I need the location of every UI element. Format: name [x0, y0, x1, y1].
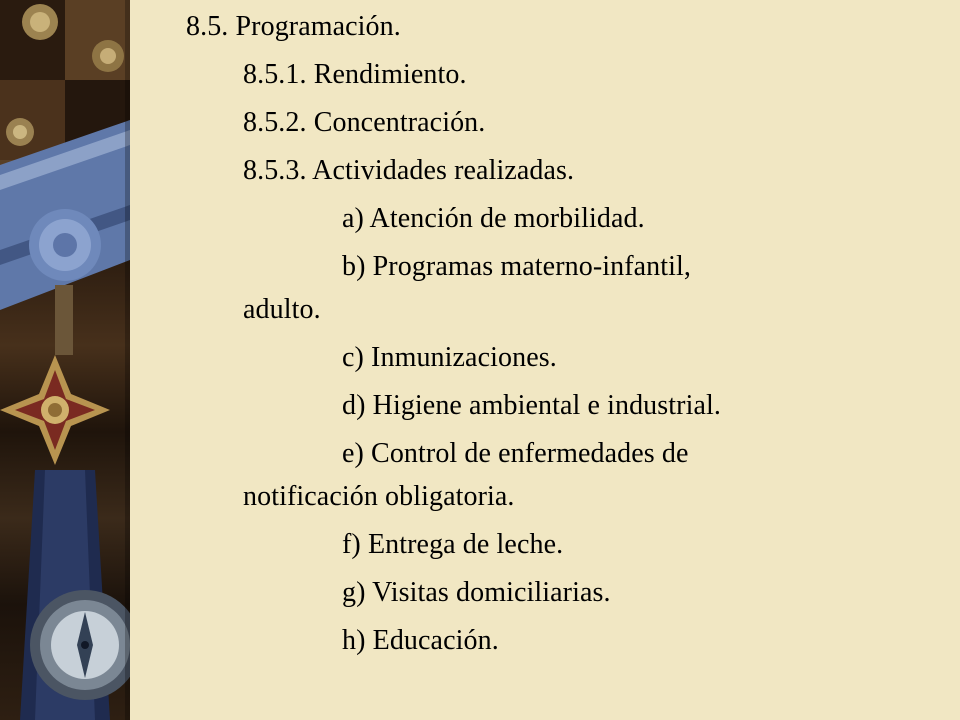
- activity-item: g) Visitas domiciliarias.: [342, 577, 611, 608]
- outline-subsection: 8.5.3. Actividades realizadas.: [243, 155, 575, 186]
- activity-item: a) Atención de morbilidad.: [342, 203, 645, 234]
- outline-heading: 8.5. Programación.: [186, 11, 401, 42]
- outline-subsection: 8.5.2. Concentración.: [243, 107, 486, 138]
- activity-item: e) Control de enfermedades de: [342, 438, 689, 469]
- activity-item: f) Entrega de leche.: [342, 529, 564, 560]
- activity-item: h) Educación.: [342, 625, 499, 656]
- outline-subsection: 8.5.1. Rendimiento.: [243, 59, 467, 90]
- activity-item-continuation: notificación obligatoria.: [243, 481, 515, 512]
- activity-item: b) Programas materno-infantil,: [342, 251, 692, 282]
- activity-item: d) Higiene ambiental e industrial.: [342, 390, 721, 421]
- activity-item: c) Inmunizaciones.: [342, 342, 557, 373]
- activity-item-continuation: adulto.: [243, 294, 321, 325]
